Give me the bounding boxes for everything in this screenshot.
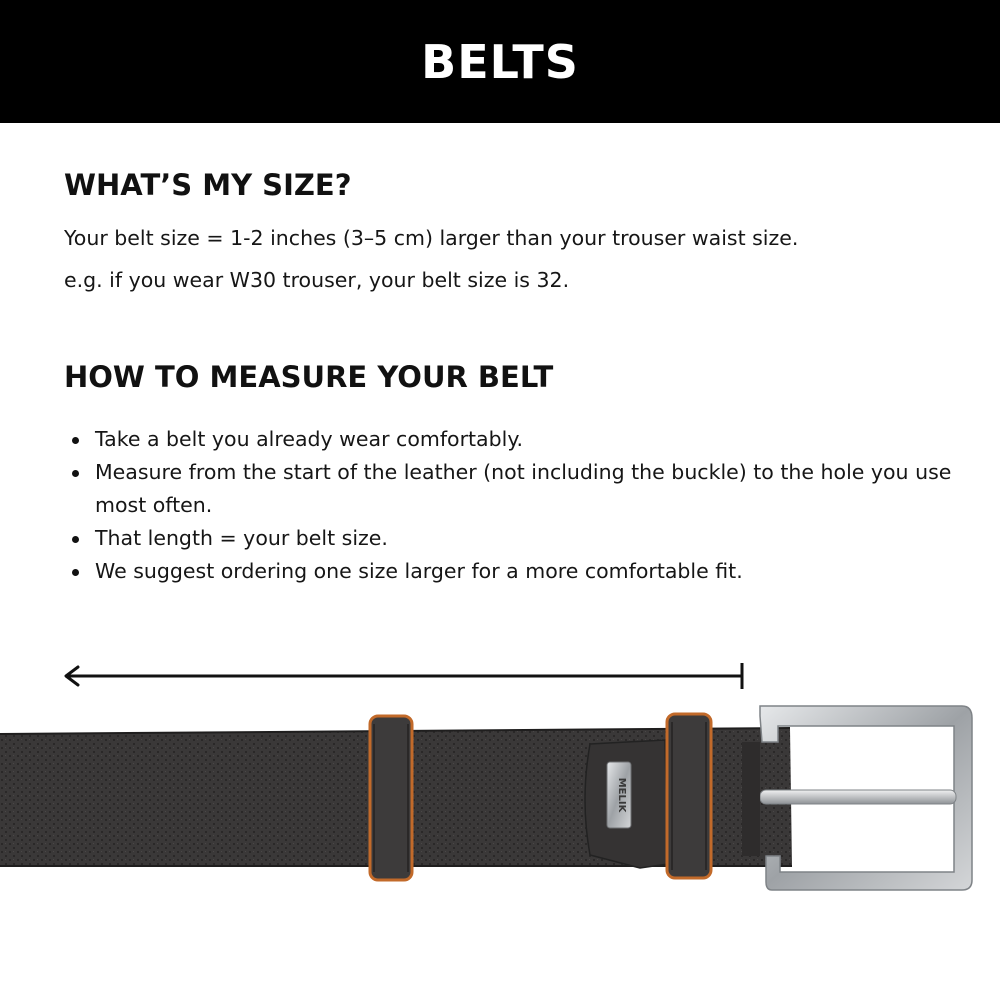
size-rule-text: Your belt size = 1-2 inches (3–5 cm) larger than your trouser waist size. [64,226,799,250]
size-example-text: e.g. if you wear W30 trouser, your belt size is 32. [64,268,570,292]
size-section-title: WHAT’S MY SIZE? [64,168,352,202]
list-item: We suggest ordering one size larger for a more comfortable fit. [64,555,954,588]
belt-loop-left [370,716,412,880]
measure-section-title: HOW TO MEASURE YOUR BELT [64,360,554,394]
list-item: That length = your belt size. [64,522,954,555]
page-title: BELTS [421,34,579,89]
measure-steps-list [64,423,954,588]
measurement-arrow [66,663,742,689]
logo-plate [607,762,631,828]
header-bar [0,0,1000,123]
logo-text: MELIK [616,777,627,813]
belt-diagram [0,650,1000,910]
belt-loop-right [667,714,711,878]
buckle [742,706,972,890]
list-item: Take a belt you already wear comfortably. [64,423,954,456]
list-item: Measure from the start of the leather (not including the buckle) to the hole you use most often. [64,456,954,522]
